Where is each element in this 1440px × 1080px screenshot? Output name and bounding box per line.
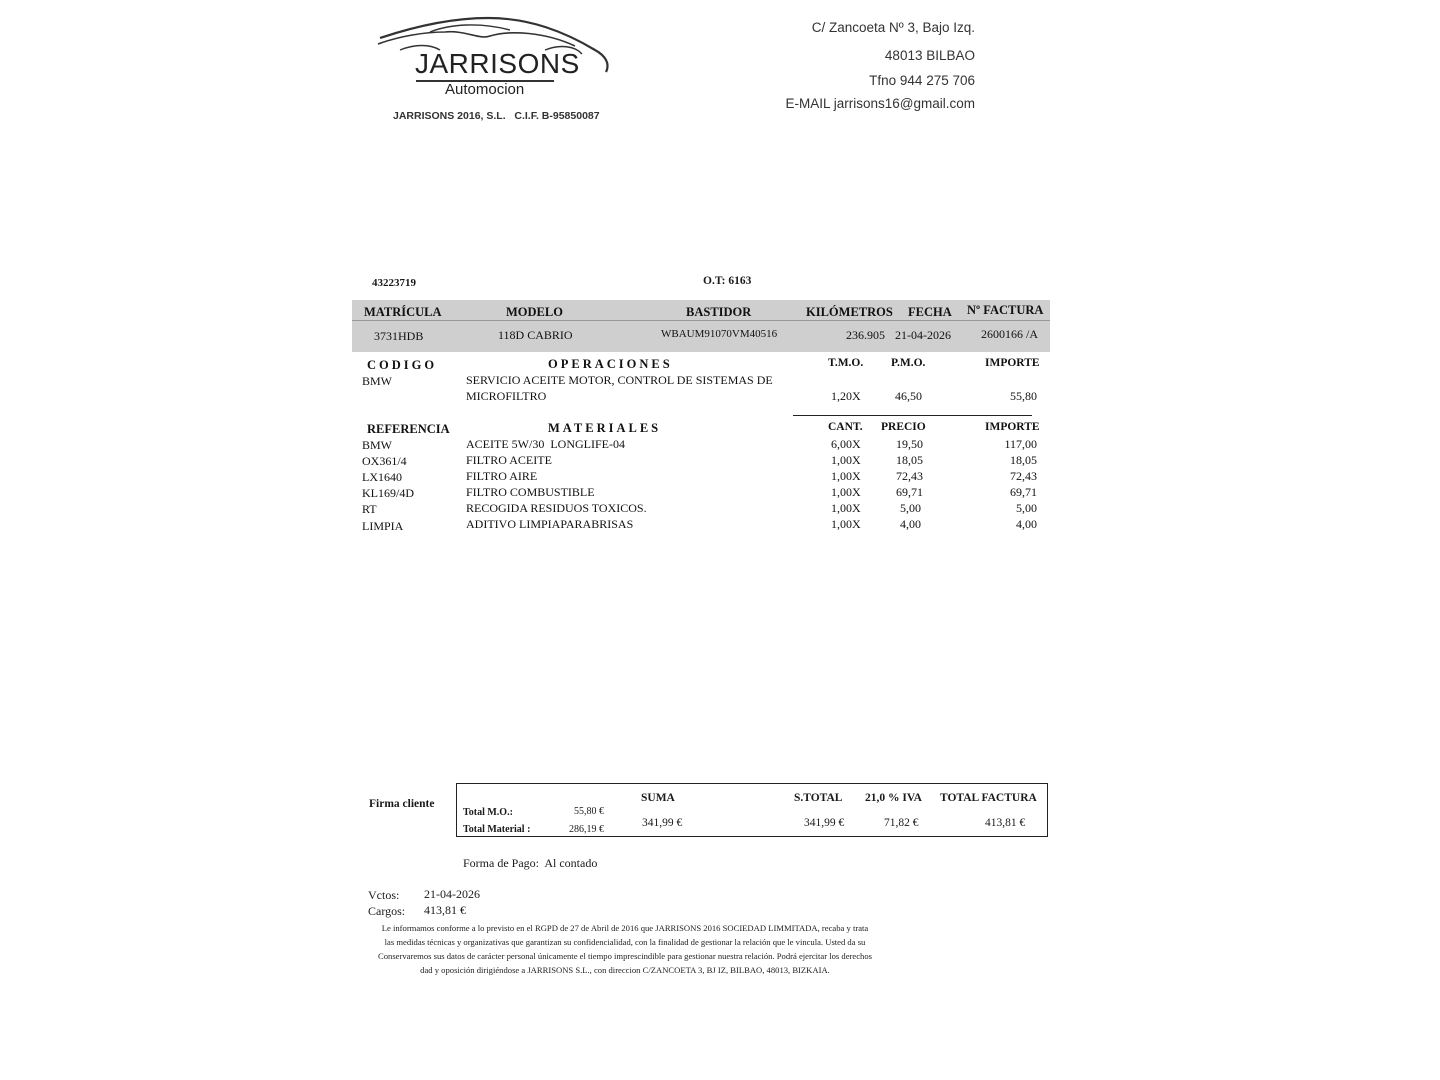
stotal-label: S.TOTAL: [794, 792, 843, 804]
header-modelo: MODELO: [506, 305, 563, 319]
legal-line: las medidas técnicas y organizativas que garantizan su confidencialidad, con la finalidad de gestionar la relación que le vincula. Usted da su: [384, 937, 866, 947]
header-bastidor: BASTIDOR: [686, 305, 752, 319]
mat-precio: 5,00: [900, 501, 921, 515]
vctos-label: Vctos:: [368, 888, 400, 902]
ops-header-importe: IMPORTE: [985, 357, 1040, 369]
iva-value: 71,82 €: [884, 817, 919, 829]
mat-desc: ACEITE 5W/30 LONGLIFE-04: [466, 437, 625, 451]
header-factura: Nº FACTURA: [967, 303, 1044, 317]
mat-precio: 72,43: [896, 469, 923, 483]
iva-label: 21,0 % IVA: [865, 792, 922, 804]
total-mo-value: 55,80 €: [574, 806, 604, 817]
legal-line: Conservaremos sus datos de carácter personal únicamente el tiempo imprescindible para gestionar nuestra relación. Podrá ejercitar los derechos: [378, 951, 872, 961]
brand-name: JARRISONS: [415, 48, 580, 79]
op-importe: 55,80: [1010, 389, 1037, 403]
vctos-value: 21-04-2026: [424, 887, 480, 901]
op-desc-line1: SERVICIO ACEITE MOTOR, CONTROL DE SISTEMAS DE: [466, 373, 773, 387]
mat-cant: 1,00X: [831, 453, 861, 467]
mat-precio: 18,05: [896, 453, 923, 467]
header-kilometros: KILÓMETROS: [806, 305, 893, 319]
mat-cant: 1,00X: [831, 469, 861, 483]
suma-label: SUMA: [641, 792, 675, 804]
op-codigo: BMW: [362, 374, 392, 388]
mat-desc: FILTRO AIRE: [466, 469, 538, 483]
op-tmo: 1,20X: [831, 389, 861, 403]
mat-header-precio: PRECIO: [881, 421, 926, 433]
mat-importe: 72,43: [1010, 469, 1037, 483]
mat-cant: 1,00X: [831, 485, 861, 499]
ops-header-operaciones: OPERACIONES: [548, 357, 673, 371]
mat-cant: 1,00X: [831, 517, 861, 531]
mat-importe: 5,00: [1016, 501, 1037, 515]
mat-ref: BMW: [362, 438, 392, 452]
vehicle-modelo: 118D CABRIO: [498, 328, 573, 342]
company-legal-line: JARRISONS 2016, S.L. C.I.F. B-95850087: [393, 110, 600, 122]
mat-ref: KL169/4D: [362, 486, 414, 500]
vehicle-fecha: 21-04-2026: [895, 328, 951, 342]
brand-subtitle: Automocion: [445, 81, 525, 98]
total-mo-label: Total M.O.:: [463, 807, 513, 818]
ops-header-pmo: P.M.O.: [891, 357, 926, 369]
mat-importe: 69,71: [1010, 485, 1037, 499]
mat-desc: ADITIVO LIMPIAPARABRISAS: [466, 517, 634, 531]
mat-importe: 18,05: [1010, 453, 1037, 467]
mat-desc: FILTRO COMBUSTIBLE: [466, 485, 595, 499]
mat-header-importe: IMPORTE: [985, 421, 1040, 433]
mat-header-materiales: MATERIALES: [548, 421, 662, 435]
firma-cliente-label: Firma cliente: [369, 798, 435, 810]
mat-importe: 117,00: [1004, 437, 1037, 451]
cargos-value: 413,81 €: [424, 903, 466, 917]
vehicle-matricula: 3731HDB: [374, 329, 424, 343]
total-material-label: Total Material :: [463, 824, 531, 835]
cargos-label: Cargos:: [368, 904, 406, 918]
op-desc-line2: MICROFILTRO: [466, 389, 547, 403]
mat-precio: 19,50: [896, 437, 923, 451]
mat-header-referencia: REFERENCIA: [367, 422, 450, 436]
header-matricula: MATRÍCULA: [364, 305, 442, 319]
header-fecha: FECHA: [908, 305, 952, 319]
mat-desc: FILTRO ACEITE: [466, 453, 552, 467]
mat-ref: LX1640: [362, 470, 402, 484]
total-factura-label: TOTAL FACTURA: [940, 792, 1037, 804]
email: E-MAIL jarrisons16@gmail.com: [785, 96, 975, 111]
client-code: 43223719: [372, 277, 416, 289]
op-pmo: 46,50: [895, 389, 922, 403]
mat-importe: 4,00: [1016, 517, 1037, 531]
suma-value: 341,99 €: [642, 817, 683, 829]
phone: Tfno 944 275 706: [869, 73, 975, 88]
mat-ref: RT: [362, 502, 377, 516]
mat-header-cant: CANT.: [828, 421, 863, 433]
address-line1: C/ Zancoeta Nº 3, Bajo Izq.: [811, 20, 975, 35]
mat-precio: 4,00: [900, 517, 921, 531]
stotal-value: 341,99 €: [804, 817, 845, 829]
legal-line: Le informamos conforme a lo previsto en el RGPD de 27 de Abril de 2016 que JARRISONS 2016 SOCIEDAD LIMMITADA, recaba y trata: [381, 923, 869, 933]
mat-precio: 69,71: [896, 485, 923, 499]
ops-header-codigo: CODIGO: [367, 358, 438, 372]
total-factura-value: 413,81 €: [985, 817, 1026, 829]
address-line2: 48013 BILBAO: [884, 48, 975, 63]
vehicle-factura: 2600166 /A: [981, 327, 1038, 341]
ops-divider: [793, 415, 1032, 416]
work-order: O.T: 6163: [703, 275, 752, 287]
mat-desc: RECOGIDA RESIDUOS TOXICOS.: [466, 501, 647, 515]
ops-header-tmo: T.M.O.: [828, 357, 864, 369]
mat-cant: 6,00X: [831, 437, 861, 451]
mat-cant: 1,00X: [831, 501, 861, 515]
vehicle-kilometros: 236.905: [846, 328, 885, 342]
mat-ref: LIMPIA: [362, 519, 404, 533]
mat-ref: OX361/4: [362, 454, 407, 468]
vehicle-bastidor: WBAUM91070VM40516: [661, 328, 778, 340]
vehicle-header-divider: [352, 320, 1050, 321]
total-material-value: 286,19 €: [569, 824, 604, 835]
legal-line: dad y oposición dirigiéndose a JARRISONS S.L., con direccion C/ZANCOETA 3, BJ IZ, BILBAO, 48013, BIZKAIA.: [420, 965, 830, 975]
forma-pago: Forma de Pago: Al contado: [463, 856, 598, 870]
